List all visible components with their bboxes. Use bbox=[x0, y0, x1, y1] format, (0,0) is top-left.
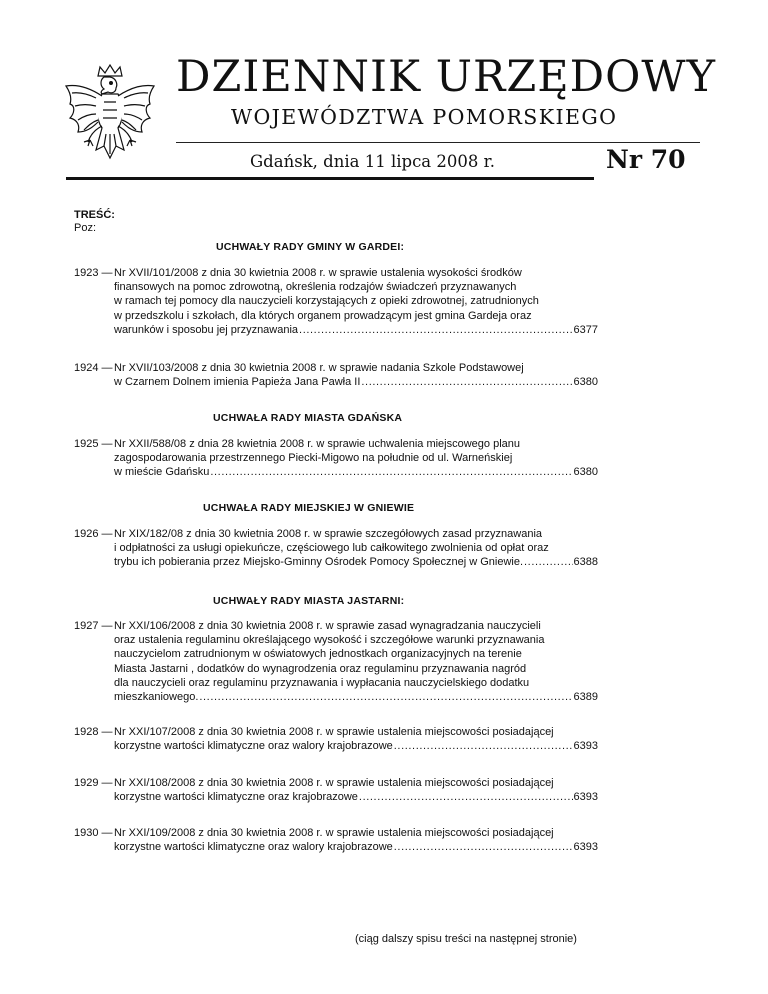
entry-line: i odpłatności za usługi opiekuńcze, częściowego lub całkowitego zwolnienia od opłat oraz bbox=[114, 542, 549, 555]
entry-line: Nr XVII/101/2008 z dnia 30 kwietnia 2008 r. w sprawie ustalenia wysokości środków bbox=[114, 267, 522, 279]
dot-leader bbox=[210, 465, 572, 479]
dot-leader bbox=[359, 790, 573, 804]
section-heading: UCHWAŁA RADY MIASTA GDAŃSKA bbox=[213, 412, 403, 424]
entry-line: dla nauczycieli oraz regulaminu przyznawania i wypłacania nauczycielskiego dodatku bbox=[114, 676, 530, 689]
toc-entry bbox=[74, 527, 598, 570]
toc-entry bbox=[74, 437, 598, 480]
section-heading: UCHWAŁY RADY GMINY W GARDEI: bbox=[216, 241, 405, 253]
issue-date: Gdańsk, dnia 11 lipca 2008 r. bbox=[250, 152, 495, 171]
entry-number: 1926 — bbox=[74, 528, 113, 540]
section-heading: UCHWAŁA RADY MIEJSKIEJ W GNIEWIE bbox=[203, 502, 415, 514]
dot-leader bbox=[394, 840, 573, 854]
entry-line: korzystne wartości klimatyczne oraz walory krajobrazowe bbox=[114, 740, 393, 753]
entry-page-number: 6388 bbox=[573, 556, 598, 569]
toc-entry bbox=[74, 826, 598, 854]
entry-number: 1928 — bbox=[74, 726, 113, 738]
entry-line: Nr XXI/107/2008 z dnia 30 kwietnia 2008 r. w sprawie ustalenia miejscowości posiadającej bbox=[114, 726, 554, 738]
entry-number: 1925 — bbox=[74, 438, 113, 450]
toc-entry bbox=[74, 266, 598, 337]
entry-line: trybu ich pobierania przez Miejsko-Gminny Ośrodek Pomocy Społecznej w Gniewie. bbox=[114, 556, 524, 569]
entry-line: warunków i sposobu jej przyznawania bbox=[114, 323, 299, 336]
toc-entry bbox=[74, 725, 598, 753]
entry-line: Miasta Jastarni , dodatków do wynagrodzenia oraz regulaminu przyznawania nagród bbox=[114, 662, 527, 675]
dot-leader bbox=[361, 375, 572, 389]
entry-line: Nr XVII/103/2008 z dnia 30 kwietnia 2008 r. w sprawie nadania Szkole Podstawowej bbox=[114, 362, 524, 374]
toc-continued-note: (ciąg dalszy spisu treści na następnej stronie) bbox=[355, 933, 577, 945]
entry-line: w przedszkolu i szkołach, dla których organem prowadzącym jest gmina Gardeja oraz bbox=[114, 309, 532, 322]
entry-line: Nr XXII/588/08 z dnia 28 kwietnia 2008 r. w sprawie uchwalenia miejscowego planu bbox=[114, 438, 521, 450]
entry-number: 1927 — bbox=[74, 620, 113, 632]
entry-line: w Czarnem Dolnem imienia Papieża Jana Pawła II bbox=[114, 376, 361, 389]
entry-line: w mieście Gdańsku bbox=[114, 466, 210, 479]
entry-line: Nr XXI/108/2008 z dnia 30 kwietnia 2008 r. w sprawie ustalenia miejscowości posiadającej bbox=[114, 777, 554, 789]
entry-line: mieszkaniowego. bbox=[114, 691, 199, 704]
polish-eagle-emblem-icon bbox=[60, 62, 160, 174]
masthead-title: DZIENNIK URZĘDOWY bbox=[176, 52, 716, 102]
section-heading: UCHWAŁY RADY MIASTA JASTARNI: bbox=[213, 595, 405, 607]
dot-leader bbox=[394, 739, 573, 753]
toc-poz-label: Poz: bbox=[74, 222, 97, 234]
entry-line: Nr XXI/106/2008 z dnia 30 kwietnia 2008 r. w sprawie zasad wynagradzania nauczycieli bbox=[114, 620, 541, 632]
masthead-subtitle: WOJEWÓDZTWA POMORSKIEGO bbox=[231, 105, 618, 129]
entry-page-number: 6393 bbox=[573, 791, 598, 804]
entry-page-number: 6393 bbox=[573, 841, 598, 854]
entry-page-number: 6393 bbox=[573, 740, 598, 753]
entry-line: zagospodarowania przestrzennego Piecki-Migowo na południe od ul. Warneńskiej bbox=[114, 452, 513, 465]
entry-page-number: 6389 bbox=[573, 691, 598, 704]
toc-entry bbox=[74, 776, 598, 804]
masthead-bottom-rule bbox=[66, 177, 594, 180]
entry-page-number: 6380 bbox=[573, 376, 598, 389]
toc-heading: TREŚĆ: bbox=[74, 209, 115, 221]
entry-line: w ramach tej pomocy dla nauczycieli korzystających z opieki zdrowotnej, zatrudnionych bbox=[114, 295, 539, 308]
dot-leader bbox=[299, 323, 572, 337]
issue-number: Nr 70 bbox=[606, 145, 686, 174]
entry-line: finansowych na pomoc zdrowotną, określenia rodzajów świadczeń przyznawanych bbox=[114, 281, 517, 294]
entry-line: nauczycielom zatrudnionym w oświatowych jednostkach organizacyjnych na terenie bbox=[114, 648, 522, 661]
entry-page-number: 6377 bbox=[573, 323, 598, 336]
entry-number: 1924 — bbox=[74, 362, 113, 374]
entry-line: korzystne wartości klimatyczne oraz walory krajobrazowe bbox=[114, 841, 393, 854]
masthead-top-rule bbox=[176, 142, 700, 143]
entry-number: 1929 — bbox=[74, 777, 113, 789]
entry-line: Nr XIX/182/08 z dnia 30 kwietnia 2008 r. w sprawie szczegółowych zasad przyznawania bbox=[114, 528, 543, 540]
entry-line: oraz ustalenia regulaminu określającego wysokość i szczegółowe warunki przyznawania bbox=[114, 634, 545, 647]
toc-entry bbox=[74, 619, 598, 704]
dot-leader bbox=[199, 690, 572, 704]
entry-number: 1923 — bbox=[74, 267, 113, 279]
toc-entry bbox=[74, 361, 598, 389]
dot-leader bbox=[524, 555, 573, 569]
entry-number: 1930 — bbox=[74, 827, 113, 839]
entry-page-number: 6380 bbox=[573, 466, 598, 479]
entry-line: Nr XXI/109/2008 z dnia 30 kwietnia 2008 r. w sprawie ustalenia miejscowości posiadającej bbox=[114, 827, 554, 839]
entry-line: korzystne wartości klimatyczne oraz krajobrazowe bbox=[114, 791, 358, 804]
